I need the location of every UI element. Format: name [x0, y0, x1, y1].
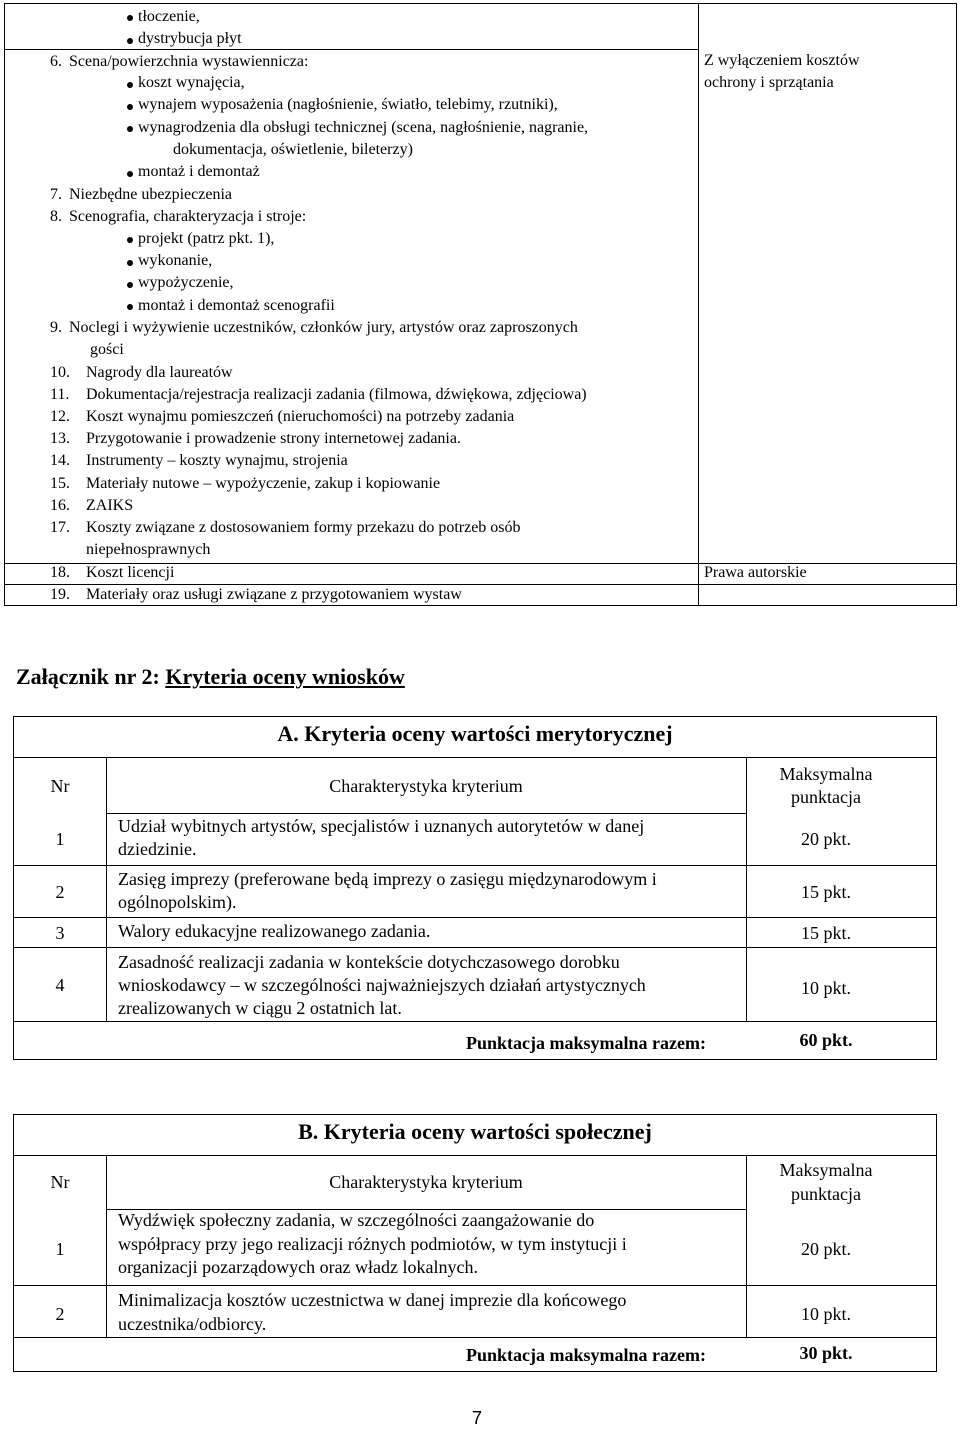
cost-item-title: Przygotowanie i prowadzenie strony internetowej zadania. — [86, 430, 461, 447]
row-divider — [5, 49, 698, 50]
criterion-number: 2 — [55, 882, 65, 902]
table-header-nr: Nr — [50, 1172, 70, 1192]
cost-note: Z wyłączeniem kosztów — [704, 52, 860, 69]
bullet-icon — [127, 82, 133, 88]
column-divider — [698, 4, 699, 605]
cost-item-title: Noclegi i wyżywienie uczestników, członków jury, artystów oraz zaproszonych — [69, 319, 578, 336]
bullet-icon — [127, 260, 133, 266]
cost-bullet-text: montaż i demontaż — [138, 163, 260, 180]
criterion-text: Minimalizacja kosztów uczestnictwa w danej imprezie dla końcowego — [118, 1290, 627, 1310]
criterion-text: dziedzinie. — [118, 839, 197, 859]
cost-bullet-text: projekt (patrz pkt. 1), — [138, 230, 275, 247]
criterion-text: Wydźwięk społeczny zadania, w szczególności zaangażowanie do — [118, 1210, 595, 1230]
total-value: 30 pkt. — [799, 1343, 853, 1363]
cost-item-title: Instrumenty – koszty wynajmu, strojenia — [86, 452, 348, 469]
cost-item-title: Niezbędne ubezpieczenia — [69, 186, 233, 203]
total-value: 60 pkt. — [799, 1030, 853, 1050]
cost-item-title-continuation: gości — [90, 341, 124, 358]
cost-item-number: 7. — [50, 186, 62, 203]
table-b-title: B. Kryteria oceny wartości społecznej — [298, 1119, 652, 1144]
cost-item-number: 17. — [50, 519, 70, 536]
criterion-points: 20 pkt. — [800, 1239, 851, 1259]
table-header-description: Charakterystyka kryterium — [329, 1172, 523, 1192]
criterion-text: uczestnika/odbiorcy. — [118, 1314, 267, 1334]
bullet-icon — [127, 15, 133, 21]
cost-item-title: Materiały nutowe – wypożyczenie, zakup i kopiowanie — [86, 475, 441, 492]
cost-item-title: Scena/powierzchnia wystawiennicza: — [69, 53, 309, 70]
criterion-text: współpracy przy jego realizacji różnych podmiotów, w tym instytucji i — [118, 1234, 627, 1254]
cost-item-title-continuation: niepełnosprawnych — [86, 541, 211, 558]
bullet-icon — [127, 38, 133, 44]
criterion-points: 15 pkt. — [800, 923, 851, 943]
table-a-title: A. Kryteria oceny wartości merytorycznej — [277, 721, 673, 746]
cost-item-title: Dokumentacja/rejestracja realizacji zadania (filmowa, dźwiękowa, zdjęciowa) — [86, 386, 587, 403]
cost-bullet-text: tłoczenie, — [138, 8, 200, 25]
criterion-number: 2 — [55, 1304, 65, 1324]
cost-item-title: Nagrody dla laureatów — [86, 364, 233, 381]
criterion-number: 4 — [55, 975, 65, 995]
cost-bullet-text: wynagrodzenia dla obsługi technicznej (scena, nagłośnienie, nagranie, — [138, 119, 589, 136]
table-header-nr: Nr — [50, 776, 70, 796]
cost-item-title: Scenografia, charakteryzacja i stroje: — [69, 208, 307, 225]
criterion-points: 15 pkt. — [800, 882, 851, 902]
bullet-icon — [127, 304, 133, 310]
table-header-max: punktacja — [791, 787, 861, 807]
total-label: Punktacja maksymalna razem: — [466, 1033, 706, 1053]
cost-bullet-text: wykonanie, — [138, 252, 213, 269]
cost-item-title: Koszty związane z dostosowaniem formy przekazu do potrzeb osób — [86, 519, 521, 536]
bullet-icon — [127, 237, 133, 243]
cost-bullet-text: koszt wynajęcia, — [138, 74, 245, 91]
cost-item-title: Koszt wynajmu pomieszczeń (nieruchomości) na potrzeby zadania — [86, 408, 515, 425]
table-header-description: Charakterystyka kryterium — [329, 776, 523, 796]
cost-item-number: 19. — [50, 586, 70, 603]
criterion-text: Walory edukacyjne realizowanego zadania. — [118, 921, 431, 941]
cost-item-number: 15. — [50, 475, 70, 492]
criterion-text: wnioskodawcy – w szczególności najważniejszych działań artystycznych — [118, 975, 646, 995]
cost-item-number: 16. — [50, 497, 70, 514]
cost-item-number: 12. — [50, 408, 70, 425]
cost-bullet-continuation: dokumentacja, oświetlenie, bileterzy) — [173, 141, 413, 158]
bullet-icon — [127, 171, 133, 177]
cost-bullet-text: wypożyczenie, — [138, 274, 234, 291]
table-header-max: Maksymalna — [779, 764, 873, 784]
cost-note: Prawa autorskie — [704, 564, 807, 581]
criterion-points: 10 pkt. — [800, 1304, 851, 1324]
cost-bullet-text: wynajem wyposażenia (nagłośnienie, światło, telebimy, rzutniki), — [138, 96, 558, 113]
cost-item-number: 13. — [50, 430, 70, 447]
cost-item-title: Materiały oraz usługi związane z przygotowaniem wystaw — [86, 586, 462, 603]
cost-item-number: 11. — [50, 386, 70, 403]
criterion-text: Zasadność realizacji zadania w kontekście dotychczasowego dorobku — [118, 952, 620, 972]
criterion-number: 3 — [55, 923, 65, 943]
criterion-points: 10 pkt. — [800, 978, 851, 998]
bullet-icon — [127, 126, 133, 132]
total-label: Punktacja maksymalna razem: — [466, 1345, 706, 1365]
criterion-text: zrealizowanych w ciągu 2 ostatnich lat. — [118, 998, 402, 1018]
cost-item-number: 9. — [50, 319, 62, 336]
criterion-text: Udział wybitnych artystów, specjalistów i uznanych autorytetów w danej — [118, 816, 645, 836]
attachment-heading — [16, 664, 405, 690]
cost-item-number: 6. — [50, 53, 62, 70]
cost-item-title: ZAIKS — [86, 497, 134, 514]
cost-bullet-text: montaż i demontaż scenografii — [138, 297, 335, 314]
table-header-max: punktacja — [791, 1184, 861, 1204]
attachment-prefix: Załącznik nr 2: — [16, 664, 160, 689]
cost-item-number: 10. — [50, 364, 70, 381]
criterion-number: 1 — [55, 829, 65, 849]
cost-note: ochrony i sprzątania — [704, 74, 834, 91]
criterion-text: ogólnopolskim). — [118, 892, 237, 912]
criterion-text: organizacji pozarządowych oraz władz lokalnych. — [118, 1257, 478, 1277]
cost-item-number: 14. — [50, 452, 70, 469]
cost-item-title: Koszt licencji — [86, 564, 175, 581]
criterion-points: 20 pkt. — [800, 829, 851, 849]
table-header-max: Maksymalna — [779, 1160, 873, 1180]
criterion-text: Zasięg imprezy (preferowane będą imprezy o zasięgu międzynarodowym i — [118, 869, 657, 889]
bullet-icon — [127, 104, 133, 110]
cost-item-number: 18. — [50, 564, 70, 581]
page-number: 7 — [472, 1408, 483, 1428]
attachment-title: Kryteria oceny wniosków — [165, 664, 405, 689]
cost-item-number: 8. — [50, 208, 62, 225]
criterion-number: 1 — [55, 1239, 65, 1259]
bullet-icon — [127, 282, 133, 288]
cost-bullet-text: dystrybucja płyt — [138, 30, 242, 47]
